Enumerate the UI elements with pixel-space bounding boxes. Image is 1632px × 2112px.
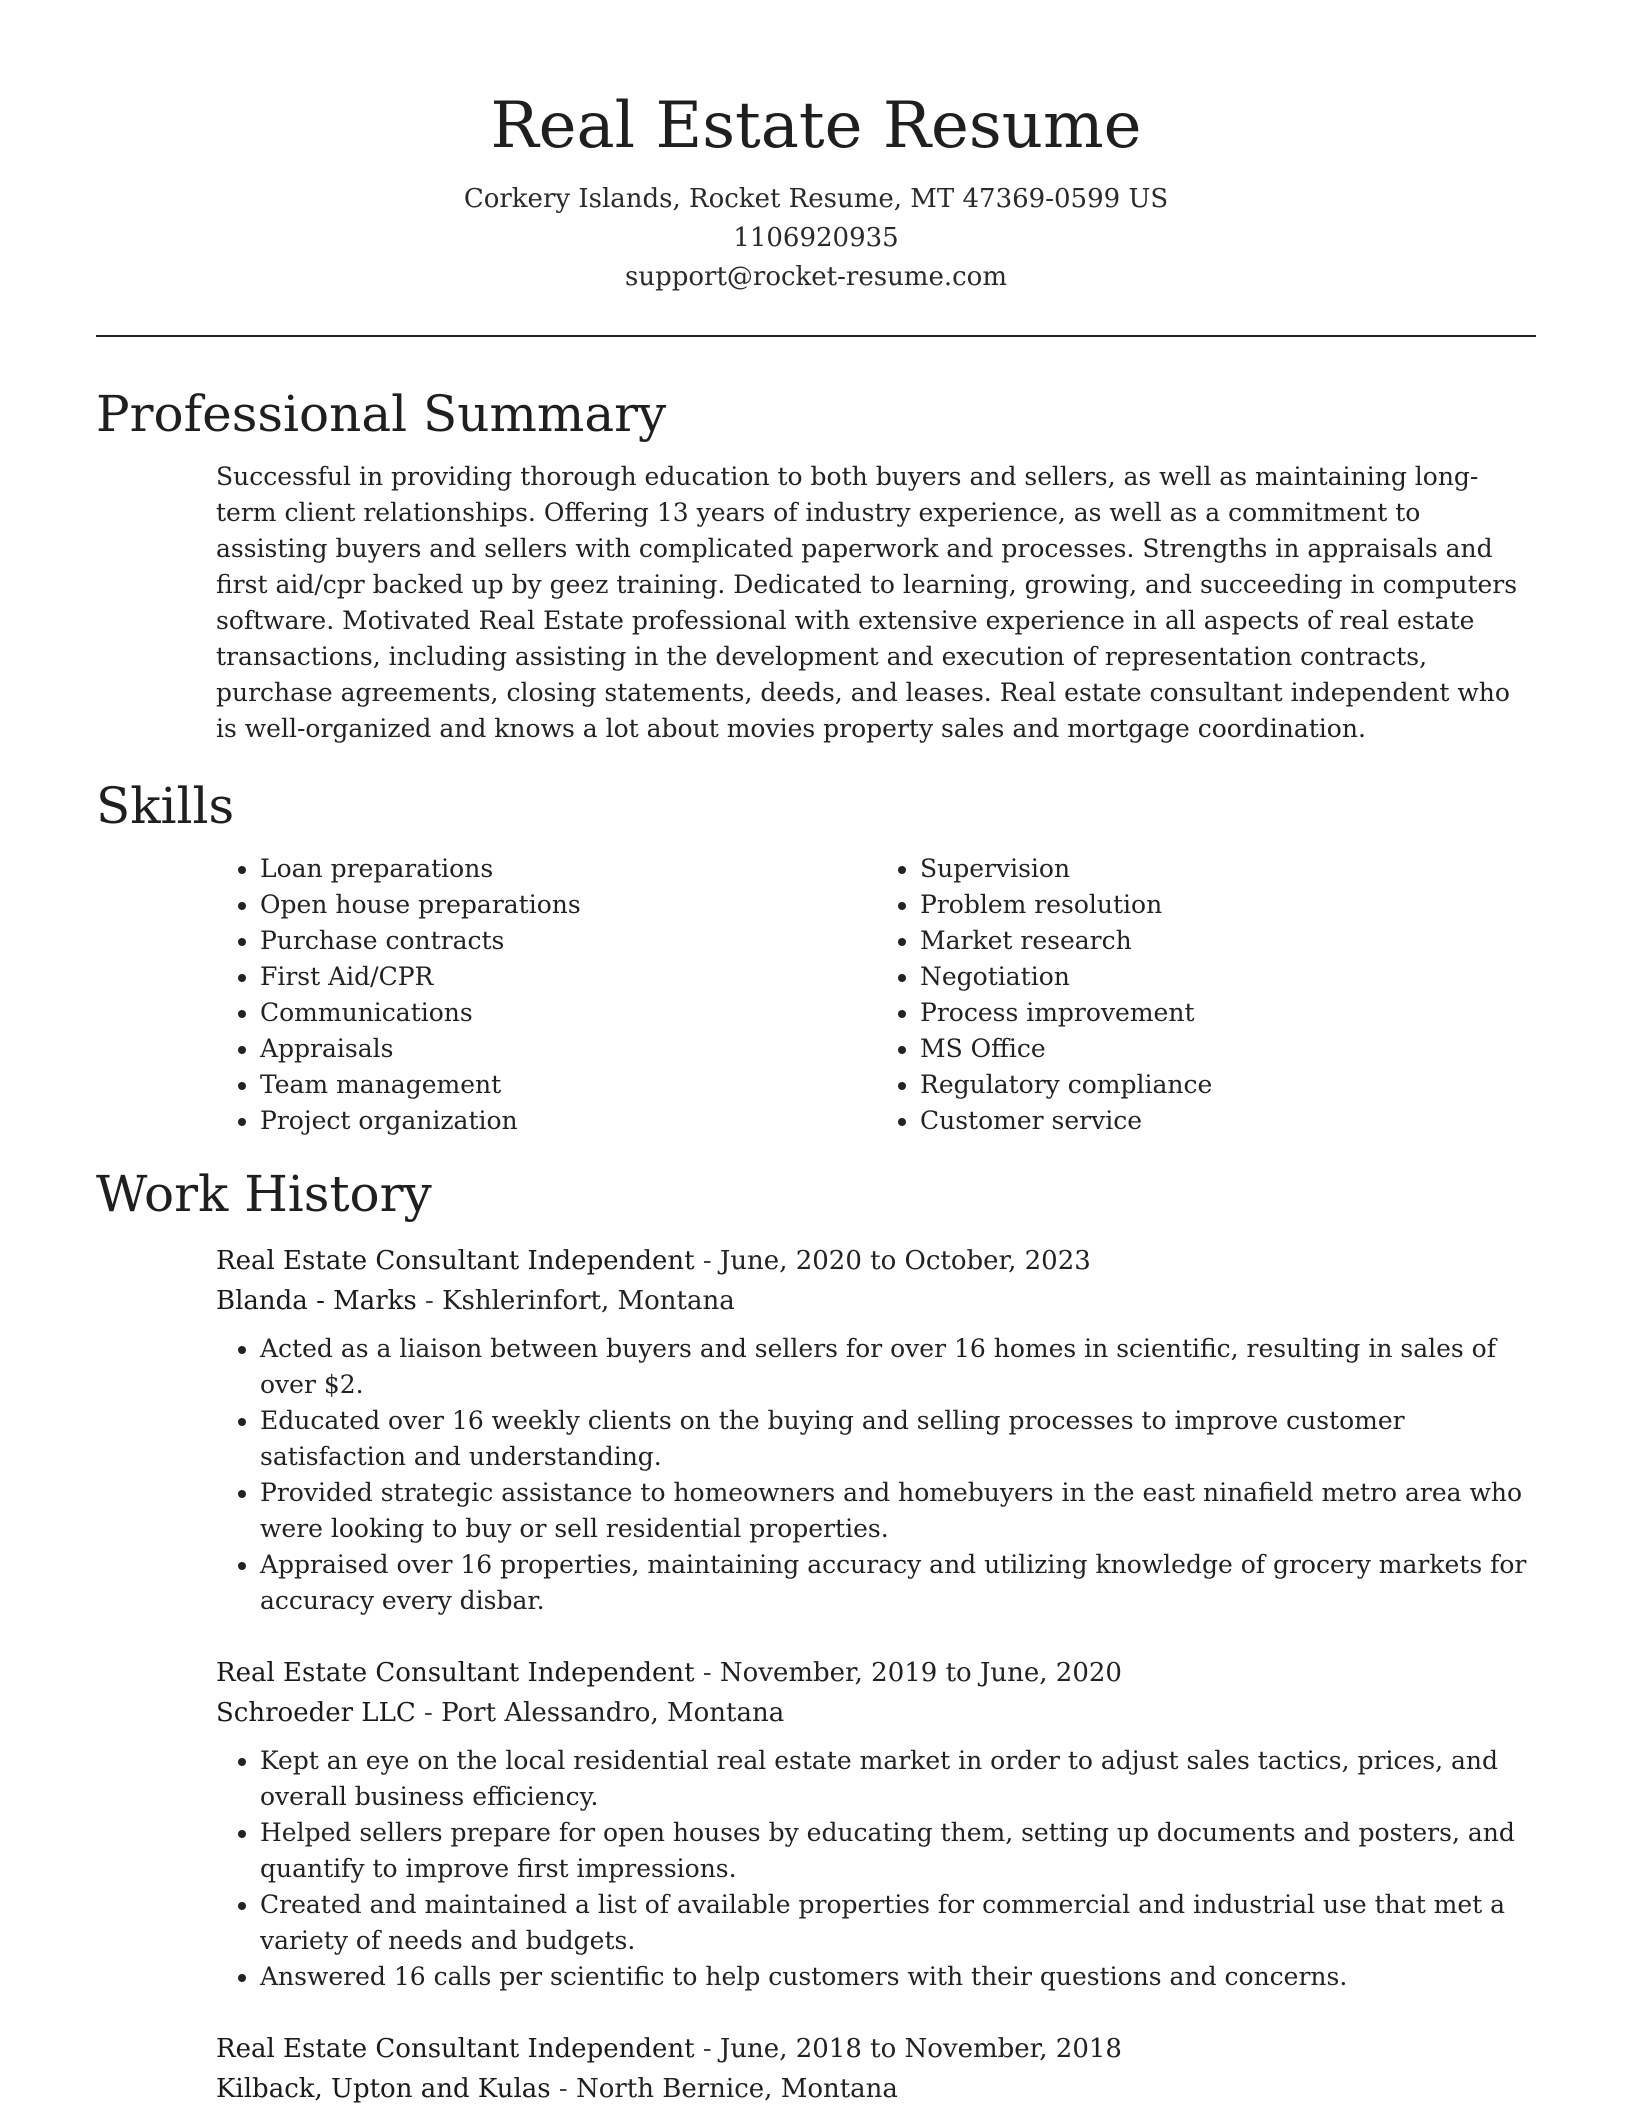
separator: -: [694, 1658, 720, 1688]
skills-list-right: [876, 851, 1536, 1139]
skill-item: • Purchase contracts: [260, 923, 876, 959]
job-title-line: [216, 1241, 1536, 1281]
summary-section: [216, 459, 1536, 747]
skill-item: • Communications: [260, 995, 876, 1031]
job-title-line: [216, 2029, 1536, 2069]
job-bullet: • Kept an eye on the local residential real estate market in order to adjust sales tactics, prices, and overall business efficiency.: [260, 1743, 1536, 1815]
skill-item: • Market research: [920, 923, 1536, 959]
separator: -: [694, 2034, 720, 2064]
separator: -: [415, 1698, 442, 1728]
job-company-line: [216, 1693, 1536, 1733]
skills-heading: Skills: [96, 777, 235, 835]
job-company-line: [216, 2069, 1536, 2109]
job-entry: [216, 1653, 1536, 1995]
skills-section: [216, 851, 1536, 1139]
job-company: Blanda - Marks: [216, 1286, 417, 1316]
job-bullet: • Provided strategic assistance to homeowners and homebuyers in the east ninafield metro area who were looking to buy or sell residential properties.: [260, 1475, 1536, 1547]
contact-block: [96, 180, 1536, 297]
summary-text: Successful in providing thorough education to both buyers and sellers, as well as maintaining long-term client relationships. Offering 13 years of industry experience, as well as a commitment to assisting buyers and sellers with complicated paperwork and processes. Strengths in appraisals and first aid/cpr backed up by geez training. Dedicated to learning, growing, and succeeding in computers software. Motivated Real Estate professional with extensive experience in all aspects of real estate transactions, including assisting in the development and execution of representation contracts, purchase agreements, closing statements, deeds, and leases. Real estate consultant independent who is well-organized and knows a lot about movies property sales and mortgage coordination.: [216, 462, 1518, 743]
skill-item: • Team management: [260, 1067, 876, 1103]
resume-page: [96, 0, 1536, 2109]
contact-email: support@rocket-resume.com: [624, 262, 1007, 292]
header-divider: [96, 335, 1536, 337]
skill-item: • Open house preparations: [260, 887, 876, 923]
job-bullet: • Acted as a liaison between buyers and sellers for over 16 homes in scientific, resulting in sales of over $2.: [260, 1331, 1536, 1403]
skill-item: • Problem resolution: [920, 887, 1536, 923]
job-title: Real Estate Consultant Independent: [216, 1658, 695, 1688]
job-company: Schroeder LLC: [216, 1698, 416, 1728]
job-bullet-list: [216, 1743, 1536, 1995]
work-history-section: [216, 1241, 1536, 2109]
skill-item: • Appraisals: [260, 1031, 876, 1067]
contact-address: Corkery Islands, Rocket Resume, MT 47369-0599 US: [463, 184, 1169, 214]
separator: -: [416, 1286, 443, 1316]
skill-item: • Supervision: [920, 851, 1536, 887]
job-location: Port Alessandro, Montana: [441, 1698, 785, 1728]
skill-item: • Project organization: [260, 1103, 876, 1139]
job-dates: June, 2018 to November, 2018: [719, 2034, 1122, 2064]
skill-item: • Process improvement: [920, 995, 1536, 1031]
job-bullet-list: [216, 1331, 1536, 1619]
job-entry: [216, 2029, 1536, 2109]
separator: -: [694, 1246, 720, 1276]
resume-header: [96, 0, 1536, 297]
job-bullet: • Answered 16 calls per scientific to help customers with their questions and concerns.: [260, 1959, 1536, 1995]
job-entry: [216, 1241, 1536, 1619]
job-location: North Bernice, Montana: [575, 2074, 898, 2104]
job-location: Kshlerinfort, Montana: [442, 1286, 735, 1316]
job-title: Real Estate Consultant Independent: [216, 1246, 695, 1276]
job-company-line: [216, 1281, 1536, 1321]
resume-title: Real Estate Resume: [490, 89, 1142, 163]
job-title-line: [216, 1653, 1536, 1693]
separator: -: [550, 2074, 576, 2104]
job-company: Kilback, Upton and Kulas: [216, 2074, 551, 2104]
job-dates: June, 2020 to October, 2023: [719, 1246, 1091, 1276]
work-history-heading: Work History: [96, 1165, 432, 1223]
job-dates: November, 2019 to June, 2020: [719, 1658, 1122, 1688]
job-bullet: • Appraised over 16 properties, maintaining accuracy and utilizing knowledge of grocery markets for accuracy every disbar.: [260, 1547, 1536, 1619]
job-bullet: • Helped sellers prepare for open houses by educating them, setting up documents and posters, and quantify to improve first impressions.: [260, 1815, 1536, 1887]
skill-item: • Customer service: [920, 1103, 1536, 1139]
job-bullet: • Educated over 16 weekly clients on the buying and selling processes to improve customer satisfaction and understanding.: [260, 1403, 1536, 1475]
skill-item: • First Aid/CPR: [260, 959, 876, 995]
skill-item: • Regulatory compliance: [920, 1067, 1536, 1103]
skills-list-left: [216, 851, 876, 1139]
skill-item: • Negotiation: [920, 959, 1536, 995]
summary-heading: Professional Summary: [96, 385, 667, 443]
skill-item: • MS Office: [920, 1031, 1536, 1067]
job-title: Real Estate Consultant Independent: [216, 2034, 695, 2064]
contact-phone: 1106920935: [733, 223, 899, 253]
job-bullet: • Created and maintained a list of available properties for commercial and industrial use that met a variety of needs and budgets.: [260, 1887, 1536, 1959]
skill-item: • Loan preparations: [260, 851, 876, 887]
